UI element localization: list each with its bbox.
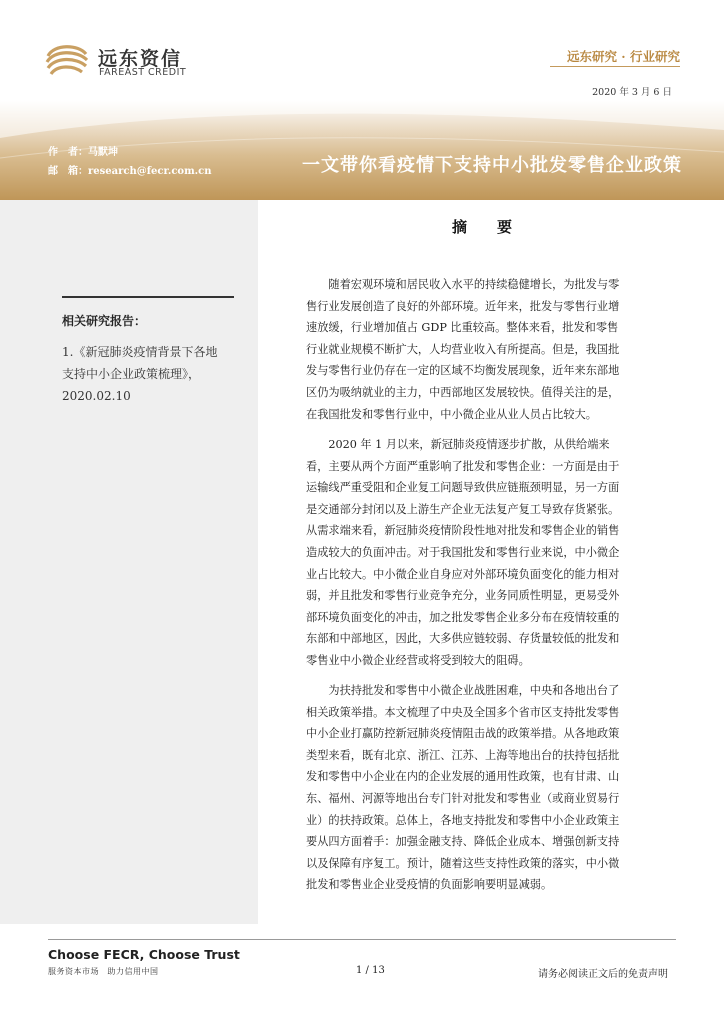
text-line: 类型来看，既有北京、浙江、江苏、上海等地出台的扶持包括批 — [306, 748, 620, 762]
text-line: 弱，并且批发和零售行业竞争充分，业务同质性明显，更易受外 — [306, 589, 620, 603]
text-line: 2020 年 1 月以来，新冠肺炎疫情逐步扩散，从供给端来 — [306, 438, 610, 451]
author-email[interactable]: research@fecr.com.cn — [88, 166, 212, 177]
text-line: 发与零售行业仍存在一定的区域不均衡发展现象，近年来东部地 — [306, 364, 620, 378]
related-report-item[interactable] — [62, 341, 252, 407]
email-label: 邮 箱： — [48, 166, 88, 177]
text-line: 业占比较大。中小微企业自身应对外部环境负面变化的能力相对 — [306, 567, 620, 581]
brand-name-en: FAREAST CREDIT — [99, 67, 187, 78]
brand-name-cn: 远东资信 — [98, 48, 183, 70]
text-line: 是交通部分封闭以及上游生产企业无法复产复工导致存货紧张。 — [306, 502, 620, 516]
summary-heading: 摘要 — [452, 218, 543, 236]
text-line: 东部和中部地区，因此，大多供应链较弱、存货量较低的批发和 — [306, 632, 620, 646]
author-row — [48, 143, 212, 162]
text-line: 为扶持批发和零售中小微企业战胜困难，中央和各地出台了 — [306, 684, 620, 697]
text-line: 业）的扶持政策。总体上，各地支持批发和零售中小企业政策主 — [306, 813, 620, 827]
summary-paragraph-1 — [306, 274, 619, 425]
text-line: 东、福州、河源等地出台专门针对批发和零售业（或商业贸易行 — [306, 791, 620, 805]
text-line: 看，主要从两个方面严重影响了批发和零售企业：一方面是由于 — [306, 459, 620, 473]
summary-paragraph-3 — [306, 680, 619, 896]
author-label: 作 者： — [48, 147, 88, 158]
text-line: 速放缓，行业增加值占 GDP 比重较高。整体来看，批发和零售 — [306, 321, 619, 335]
text-line: 区仍为吸纳就业的主力，中西部地区发展较快。值得关注的是， — [306, 385, 620, 399]
report-category: 远东研究 · 行业研究 — [566, 49, 680, 64]
text-line: 在我国批发和零售行业中，中小微企业从业人员占比较大。 — [306, 407, 597, 421]
text-line: 相关政策举措。本文梳理了中央及全国多个省市区支持批发零售 — [306, 705, 620, 719]
text-line: 发和零售中小企业在内的企业发展的通用性政策，也有甘肃、山 — [306, 770, 620, 784]
footer-slogan: Choose FECR, Choose Trust — [48, 947, 240, 962]
sidebar — [0, 200, 258, 924]
text-line: 造成较大的负面冲击。对于我国批发和零售行业来说，中小微企 — [306, 545, 620, 559]
text-line: 行业就业规模不断扩大，人均营业收入有所提高。但是，我国批 — [306, 342, 620, 356]
related-reports-heading: 相关研究报告： — [62, 314, 147, 328]
text-line: 要从四方面着手：加强金融支持、降低企业成本、增强创新支持 — [306, 835, 620, 849]
text-line: 中小企业打赢防控新冠肺炎疫情阻击战的政策举措。从各地政策 — [306, 727, 620, 741]
footer-divider — [48, 939, 676, 940]
related-report-date: 2020.02.10 — [62, 389, 131, 403]
header-divider — [550, 66, 680, 67]
text-line: 以及保障有序复工。预计，随着这些支持性政策的落实，中小微 — [306, 856, 620, 870]
footer-tagline: 服务资本市场 助力信用中国 — [48, 967, 159, 976]
report-title: 一文带你看疫情下支持中小批发零售企业政策 — [302, 155, 682, 176]
page-number: 1 / 13 — [356, 965, 385, 976]
text-line: 零售业中小微企业经营或将受到较大的阻碍。 — [306, 653, 530, 667]
text-line: 从需求端来看，新冠肺炎疫情阶段性地对批发和零售企业的销售 — [306, 524, 620, 538]
fareast-credit-logo — [44, 40, 90, 80]
report-date: 2020 年 3 月 6 日 — [592, 87, 672, 98]
text-line: 售行业发展创造了良好的外部环境。近年来，批发与零售行业增 — [306, 299, 620, 313]
text-line: 运输线严重受阻和企业复工问题导致供应链瓶颈明显，另一方面 — [306, 481, 620, 495]
text-line: 批发和零售业企业受疫情的负面影响要明显减弱。 — [306, 878, 553, 892]
text-line: 部环境负面变化的冲击，加之批发零售企业多分布在疫情较重的 — [306, 610, 620, 624]
author-info — [48, 143, 212, 181]
text-line: 随着宏观环境和居民收入水平的持续稳健增长，为批发与零 — [306, 278, 620, 291]
email-row — [48, 162, 212, 181]
disclaimer-note: 请务必阅读正文后的免责声明 — [538, 969, 668, 980]
author-name: 马默坤 — [88, 147, 118, 158]
related-report-line: 1.《新冠肺炎疫情背景下各地 — [62, 345, 218, 359]
sidebar-divider — [62, 296, 234, 298]
related-report-line: 支持中小企业政策梳理》， — [62, 367, 201, 381]
summary-paragraph-2 — [306, 434, 619, 672]
